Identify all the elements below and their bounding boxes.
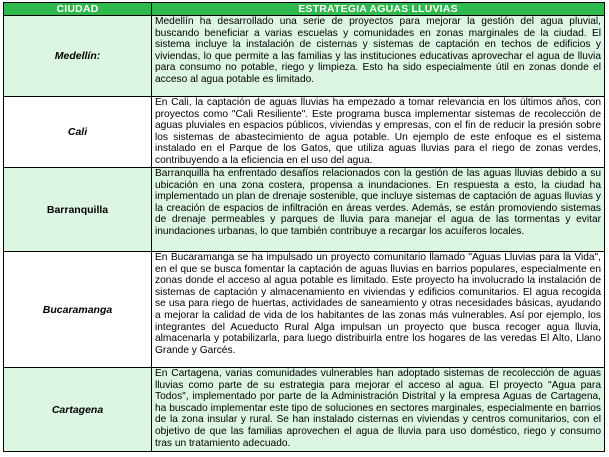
- strategy-text-cell: En Bucaramanga se ha impulsado un proyecto comunitario llamado "Aguas Lluvias para la Vida", en el que se busca fomentar la captación de aguas lluvias en barrios populares, especialmente en zonas donde el acceso al agua potable es limitado. Este proyecto ha involucrado la instalación de sistemas de captación y almacenamiento en viviendas y edificios comunitarios. El agua recogida se usa para riego de huertas, actividades de saneamiento y otras necesidades básicas, ayudando a mejorar la calidad de vida de los habitantes de las zonas más vulnerables. Así por ejemplo, los integrantes del Acueducto Rural Alga impulsan un proyecto que busca recoger agua lluvia, almacenarla y potabilizarla, para luego distribuirla entre los hogares de las veredas El Alto, Llano Grande y Garcés.: [152, 252, 605, 368]
- header-city: CIUDAD: [4, 3, 152, 16]
- table-row: [4, 252, 605, 368]
- strategy-table-container: [3, 2, 604, 453]
- table-row: [4, 97, 605, 168]
- table-row: [4, 168, 605, 252]
- strategy-table: [3, 2, 605, 452]
- city-cell: Bucaramanga: [4, 252, 152, 368]
- table-row: [4, 16, 605, 97]
- city-cell: Barranquilla: [4, 168, 152, 252]
- city-cell: Cartagena: [4, 368, 152, 452]
- header-row: [4, 3, 605, 16]
- city-cell: Cali: [4, 97, 152, 168]
- table-row: [4, 368, 605, 452]
- strategy-text-cell: Medellín ha desarrollado una serie de proyectos para mejorar la gestión del agua pluvial, buscando beneficiar a varias escuelas y comunidades en zonas marginales de la ciudad. El sistema incluye la instalación de cisternas y sistemas de captación en techos de edificios y viviendas, lo que permite a las familias y las instituciones educativas aprovechar el agua de lluvia para consumo no potable, riego y limpieza. Esto ha sido especialmente útil en zonas donde el acceso al agua potable es limitado.: [152, 16, 605, 97]
- strategy-text-cell: Barranquilla ha enfrentado desafíos relacionados con la gestión de las aguas lluvias debido a su ubicación en una zona costera, propensa a inundaciones. En respuesta a esto, la ciudad ha implementado un plan de drenaje sostenible, que incluye sistemas de captación de aguas lluvias y la creación de espacios de infiltración en áreas verdes. Además, se están promoviendo sistemas de drenaje permeables y parques de lluvia para manejar el agua de las tormentas y evitar inundaciones urbanas, lo que también contribuye a recargar los acuíferos locales.: [152, 168, 605, 252]
- strategy-text-cell: En Cali, la captación de aguas lluvias ha empezado a tomar relevancia en los últimos años, con proyectos como "Cali Resiliente". Este programa busca implementar sistemas de recolección de aguas pluviales en espacios públicos, viviendas y empresas, con el fin de reducir la presión sobre los sistemas de abastecimiento de agua potable. Un ejemplo de este enfoque es el sistema instalado en el Parque de los Gatos, que utiliza aguas lluvias para el riego de zonas verdes, contribuyendo a la eficiencia en el uso del agua.: [152, 97, 605, 168]
- header-strategy: ESTRATEGIA AGUAS LLUVIAS: [152, 3, 605, 16]
- city-cell: Medellín:: [4, 16, 152, 97]
- strategy-text-cell: En Cartagena, varias comunidades vulnerables han adoptado sistemas de recolección de aguas lluvias como parte de su estrategia para mejorar el acceso al agua. El proyecto "Agua para Todos", implementado por parte de la Administración Distrital y la empresa Aguas de Cartagena, ha buscado implementar este tipo de soluciones en sectores marginales, especialmente en barrios de la zona insular y rural. Se han instalado cisternas en viviendas y centros comunitarios, con el objetivo de que las familias aprovechen el agua de lluvia para uso doméstico, riego y consumo tras un tratamiento adecuado.: [152, 368, 605, 452]
